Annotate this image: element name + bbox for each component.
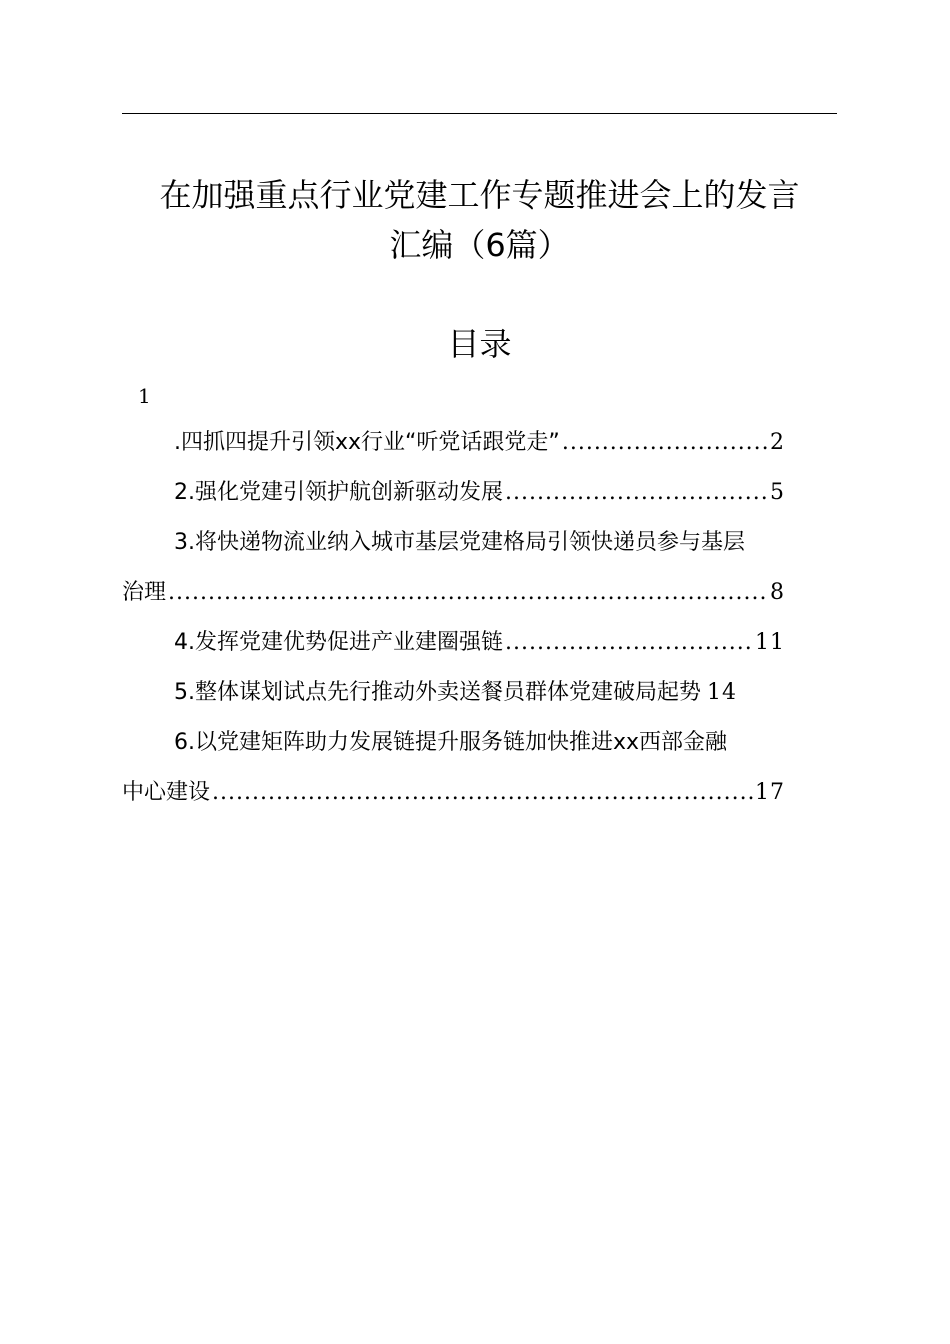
toc-entry-1[interactable] — [122, 418, 837, 468]
toc-entry-text: 5.整体谋划试点先行推动外卖送餐员群体党建破局起势 — [174, 680, 701, 705]
toc-leader-dots — [505, 618, 753, 668]
header-rule — [122, 113, 837, 114]
toc-entry-text-line-1: 3.将快递物流业纳入城市基层党建格局引领快递员参与基层 — [174, 530, 745, 555]
toc-entry-text-line-2: 中心建设 — [122, 780, 211, 805]
title-line-2: 汇编（6篇） — [389, 226, 570, 264]
toc-heading: 目录 — [447, 325, 512, 363]
toc-entry-text: .四抓四提升引领xx行业“听党话跟党走” — [174, 430, 560, 455]
toc-page-number: 8 — [770, 580, 785, 605]
toc-entry-text: 2.强化党建引领护航创新驱动发展 — [174, 480, 503, 505]
toc-entry-3[interactable] — [122, 518, 837, 618]
toc-entry-5[interactable] — [122, 668, 837, 718]
toc-entry-text: 4.发挥党建优势促进产业建圈强链 — [174, 630, 503, 655]
toc-page-number: 11 — [755, 630, 785, 655]
toc-leader-dots — [168, 568, 768, 618]
toc-entry-2[interactable] — [122, 468, 837, 518]
toc-page-number: 14 — [707, 680, 737, 705]
toc-page-number: 17 — [755, 780, 785, 805]
toc-entry-text-line-2: 治理 — [122, 580, 167, 605]
toc-page-number: 5 — [770, 480, 785, 505]
toc-leader-dots — [562, 418, 768, 468]
toc-page-number: 2 — [770, 430, 785, 455]
toc-entry-4[interactable] — [122, 618, 837, 668]
document-title — [122, 170, 837, 270]
toc-leader-dots — [505, 468, 768, 518]
toc-number: 1 — [138, 384, 151, 408]
toc-entry-6[interactable] — [122, 718, 837, 818]
toc-leader-dots — [212, 768, 753, 818]
title-line-1: 在加强重点行业党建工作专题推进会上的发言 — [159, 176, 800, 214]
toc-entry-text-line-1: 6.以党建矩阵助力发展链提升服务链加快推进xx西部金融 — [174, 730, 728, 755]
